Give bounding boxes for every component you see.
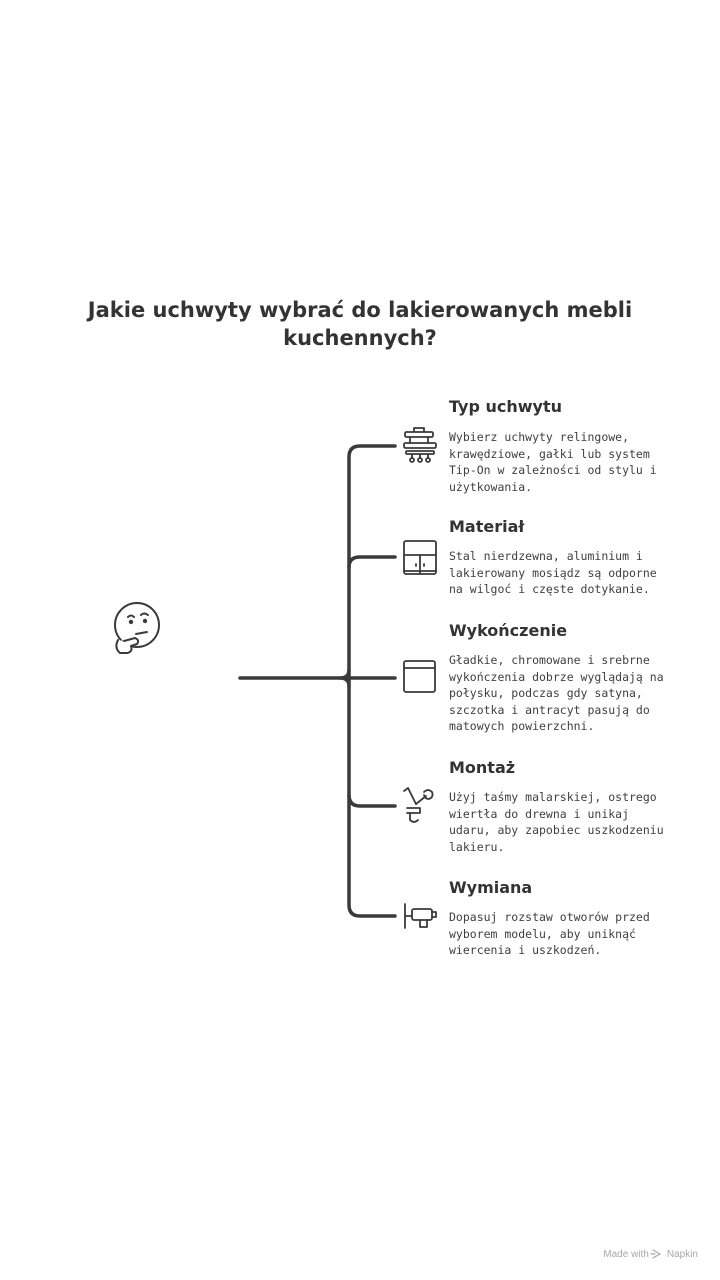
- watermark[interactable]: [603, 1249, 698, 1260]
- cabinet-icon: [404, 541, 436, 574]
- watermark-made-with: Made with: [603, 1249, 649, 1260]
- item-desc-material: Stal nierdzewna, aluminium i lakierowany mosiądz są odporne na wilgoć i częste dotykanie.: [449, 549, 657, 596]
- handle-types-icon: [404, 428, 436, 462]
- tree-spine: [349, 446, 395, 916]
- item-desc-wykonczenie: Gładkie, chromowane i srebrne wykończenia dobrze wyglądają na połysku, podczas gdy satyna, szczotka i antracyt pasują do matowych powierzchni.: [449, 653, 664, 733]
- item-desc-typ-uchwytu: Wybierz uchwyty relingowe, krawędziowe, gałki lub system Tip-On w zależności od stylu i użytkowania.: [449, 430, 657, 494]
- thinking-face-icon: [115, 603, 159, 653]
- item-title-material: Materiał: [449, 517, 525, 536]
- watermark-brand: Napkin: [666, 1249, 698, 1260]
- faucet-icon: [404, 788, 433, 822]
- item-desc-wymiana: Dopasuj rozstaw otworów przed wyborem modelu, aby uniknąć wiercenia i uszkodzeń.: [449, 910, 650, 957]
- branch-3: [340, 670, 395, 686]
- item-desc-montaz: Użyj taśmy malarskiej, ostrego wiertła do drewna i unikaj udaru, aby zapobiec uszkodzeniu lakieru.: [449, 790, 664, 854]
- branch-2: [349, 557, 395, 567]
- diagram-title: Jakie uchwyty wybrać do lakierowanych mebli kuchennych?: [87, 298, 633, 350]
- item-title-wykonczenie: Wykończenie: [449, 621, 568, 640]
- item-title-typ-uchwytu: Typ uchwytu: [449, 397, 562, 416]
- panel-icon: [404, 661, 435, 692]
- item-title-wymiana: Wymiana: [449, 878, 533, 897]
- drill-icon: [405, 904, 436, 928]
- item-title-montaz: Montaż: [449, 758, 516, 777]
- branch-4: [349, 795, 395, 806]
